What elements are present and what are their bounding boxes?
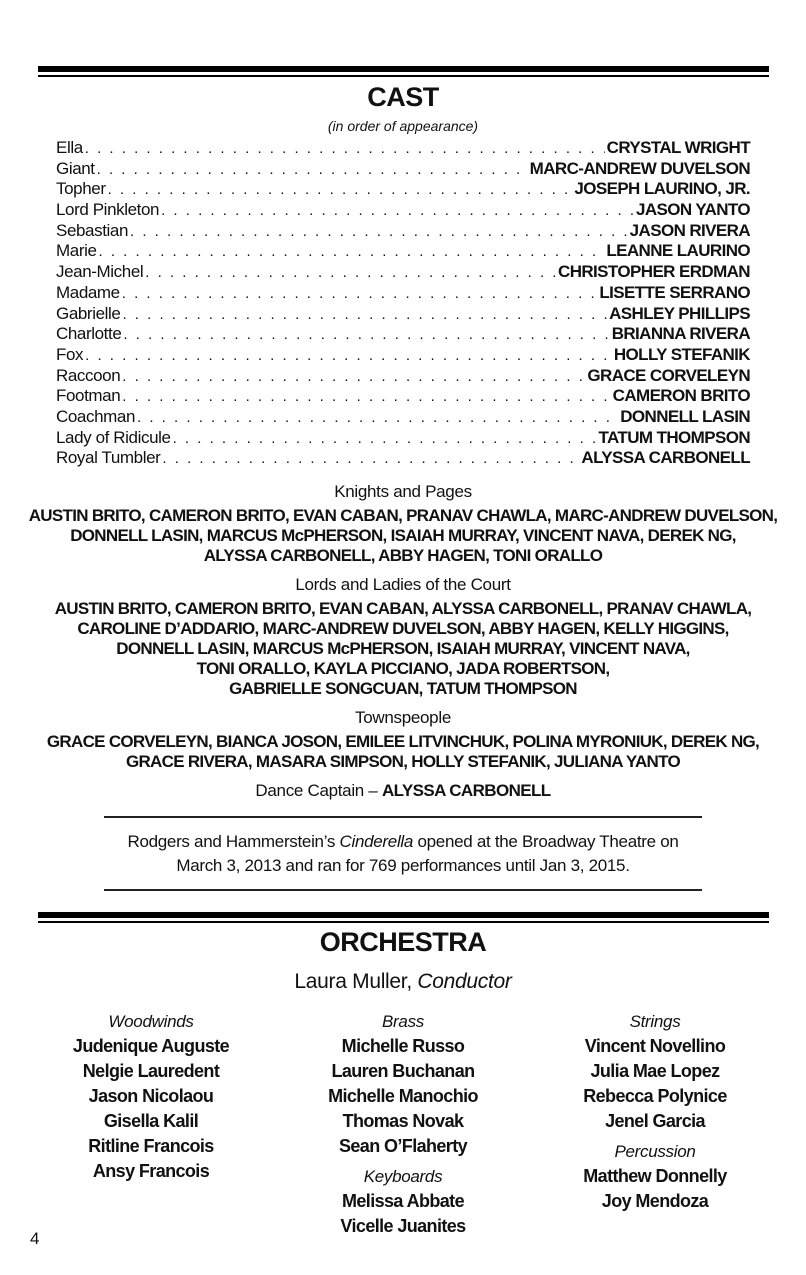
role-name: Madame — [56, 282, 120, 302]
musician-name: Vicelle Juanites — [340, 1216, 466, 1236]
musician-name: Rebecca Polynice — [583, 1086, 727, 1106]
leader-dots — [122, 387, 610, 408]
note-rule-bottom — [104, 889, 702, 891]
actor-name: TATUM THOMPSON — [598, 427, 750, 447]
cast-row — [56, 304, 750, 325]
leader-dots — [173, 429, 597, 450]
musician-name: Michelle Russo — [341, 1036, 465, 1056]
leader-dots — [162, 449, 579, 470]
musician-name: Matthew Donnelly — [583, 1166, 727, 1186]
section-name: Strings — [629, 1012, 681, 1031]
group-members-line: DONNELL LASIN, MARCUS McPHERSON, ISAIAH MURRAY, VINCENT NAVA, — [116, 639, 690, 658]
page-number: 4 — [30, 1229, 40, 1248]
musician-name: Vincent Novellino — [584, 1036, 726, 1056]
cast-row — [56, 386, 750, 407]
role-name: Fox — [56, 344, 84, 364]
leader-dots — [85, 346, 612, 367]
actor-name: GRACE CORVELEYN — [587, 365, 750, 385]
actor-name: JOSEPH LAURINO, JR. — [574, 179, 750, 199]
cast-row — [56, 407, 750, 428]
leader-dots — [130, 222, 628, 243]
broadway-note — [0, 830, 806, 878]
group-members-line: TONI ORALLO, KAYLA PICCIANO, JADA ROBERTSON, — [196, 659, 610, 678]
top-rule-thin — [38, 75, 769, 77]
cast-row — [56, 200, 750, 221]
group-members-line: GRACE CORVELEYN, BIANCA JOSON, EMILEE LITVINCHUK, POLINA MYRONIUK, DEREK NG, — [46, 732, 760, 751]
leader-dots — [122, 367, 585, 388]
dance-captain-name: ALYSSA CARBONELL — [381, 781, 551, 800]
cast-row — [56, 345, 750, 366]
musician-name: Thomas Novak — [342, 1111, 464, 1131]
musician-name: Michelle Manochio — [328, 1086, 478, 1106]
actor-name: JASON RIVERA — [629, 220, 750, 240]
role-name: Jean-Michel — [56, 262, 144, 282]
role-name: Marie — [56, 241, 97, 261]
group-members — [20, 732, 786, 772]
orchestra-rule-thin — [38, 921, 769, 923]
role-name: Raccoon — [56, 365, 121, 385]
orchestra-column — [31, 1010, 271, 1184]
cast-row — [56, 448, 750, 469]
note-text: opened at the Broadway Theatre on — [413, 832, 679, 851]
leader-dots — [145, 263, 556, 284]
cast-row — [56, 138, 750, 159]
group-members — [20, 599, 786, 699]
group-heading: Knights and Pages — [334, 482, 472, 501]
musician-name: Ritline Francois — [88, 1136, 214, 1156]
leader-dots — [97, 160, 528, 181]
conductor-role: Conductor — [417, 970, 512, 993]
musician-name: Gisella Kalil — [103, 1111, 199, 1131]
leader-dots — [161, 201, 634, 222]
actor-name: MARC-ANDREW DUVELSON — [529, 158, 750, 178]
note-line2: March 3, 2013 and ran for 769 performances until Jan 3, 2015. — [176, 856, 630, 875]
actor-name: BRIANNA RIVERA — [611, 324, 750, 344]
conductor — [0, 970, 806, 994]
conductor-name: Laura Muller, — [294, 970, 418, 993]
actor-name: CHRISTOPHER ERDMAN — [558, 262, 750, 282]
leader-dots — [85, 139, 605, 160]
musician-name: Lauren Buchanan — [331, 1061, 475, 1081]
section-name: Brass — [382, 1012, 424, 1031]
orchestra-title: ORCHESTRA — [319, 927, 487, 957]
musician-name: Joy Mendoza — [601, 1191, 709, 1211]
cast-row — [56, 262, 750, 283]
cast-row — [56, 241, 750, 262]
group-members-line: CAROLINE D’ADDARIO, MARC-ANDREW DUVELSON, ABBY HAGEN, KELLY HIGGINS, — [77, 619, 729, 638]
musician-name: Jason Nicolaou — [88, 1086, 214, 1106]
cast-row — [56, 179, 750, 200]
cast-row — [56, 159, 750, 180]
cast-row — [56, 283, 750, 304]
musician-name: Ansy Francois — [92, 1161, 210, 1181]
actor-name: ASHLEY PHILLIPS — [609, 303, 750, 323]
orchestra-column — [535, 1010, 775, 1214]
note-rule-top — [104, 816, 702, 818]
role-name: Gabrielle — [56, 303, 121, 323]
role-name: Lord Pinkleton — [56, 200, 160, 220]
musician-name: Melissa Abbate — [342, 1191, 464, 1211]
group-members-line: AUSTIN BRITO, CAMERON BRITO, EVAN CABAN, PRANAV CHAWLA, MARC-ANDREW DUVELSON, — [28, 506, 778, 525]
group-heading: Lords and Ladies of the Court — [295, 575, 511, 594]
group-members-line: GRACE RIVERA, MASARA SIMPSON, HOLLY STEFANIK, JULIANA YANTO — [125, 752, 681, 771]
cast-row — [56, 366, 750, 387]
orchestra-column — [283, 1010, 523, 1239]
group-members-line: AUSTIN BRITO, CAMERON BRITO, EVAN CABAN, ALYSSA CARBONELL, PRANAV CHAWLA, — [54, 599, 752, 618]
cast-row — [56, 324, 750, 345]
leader-dots — [137, 408, 618, 429]
cast-subtitle: (in order of appearance) — [327, 118, 479, 134]
role-name: Footman — [56, 386, 121, 406]
leader-dots — [122, 284, 598, 305]
actor-name: LEANNE LAURINO — [606, 241, 750, 261]
cast-row — [56, 428, 750, 449]
role-name: Ella — [56, 138, 83, 157]
dance-captain-label: Dance Captain – — [255, 781, 382, 800]
dance-captain — [0, 781, 806, 801]
actor-name: CAMERON BRITO — [612, 386, 750, 406]
note-show-title: Cinderella — [339, 832, 414, 851]
actor-name: LISETTE SERRANO — [599, 282, 750, 302]
musician-name: Judenique Auguste — [72, 1036, 230, 1056]
actor-name: JASON YANTO — [635, 200, 750, 220]
note-text: Rodgers and Hammerstein’s — [127, 832, 340, 851]
role-name: Sebastian — [56, 220, 129, 240]
actor-name: HOLLY STEFANIK — [613, 344, 750, 364]
group-members-line: DONNELL LASIN, MARCUS McPHERSON, ISAIAH MURRAY, VINCENT NAVA, DEREK NG, — [70, 526, 736, 545]
musician-name: Jenel Garcia — [605, 1111, 705, 1131]
role-name: Royal Tumbler — [56, 448, 161, 468]
musician-name: Sean O’Flaherty — [338, 1136, 468, 1156]
actor-name: ALYSSA CARBONELL — [581, 448, 750, 468]
role-name: Topher — [56, 179, 106, 199]
cast-title: CAST — [367, 82, 439, 112]
orchestra-rule-thick — [38, 912, 769, 918]
leader-dots — [108, 180, 573, 201]
top-rule-thick — [38, 66, 769, 72]
section-name: Keyboards — [363, 1167, 443, 1186]
cast-row — [56, 221, 750, 242]
group-members-line: ALYSSA CARBONELL, ABBY HAGEN, TONI ORALLO — [203, 546, 603, 565]
role-name: Charlotte — [56, 324, 122, 344]
role-name: Coachman — [56, 406, 136, 426]
leader-dots — [99, 242, 605, 263]
leader-dots — [122, 305, 607, 326]
role-name: Lady of Ridicule — [56, 427, 171, 447]
group-members — [20, 506, 786, 566]
group-heading: Townspeople — [355, 708, 451, 727]
section-name: Percussion — [614, 1142, 696, 1161]
section-name: Woodwinds — [108, 1012, 194, 1031]
role-name: Giant — [56, 158, 95, 178]
musician-name: Nelgie Lauredent — [82, 1061, 220, 1081]
cast-list — [56, 138, 750, 469]
musician-name: Julia Mae Lopez — [590, 1061, 720, 1081]
actor-name: CRYSTAL WRIGHT — [606, 138, 750, 157]
actor-name: DONNELL LASIN — [620, 406, 750, 426]
group-members-line: GABRIELLE SONGCUAN, TATUM THOMPSON — [229, 679, 577, 698]
leader-dots — [123, 325, 609, 346]
